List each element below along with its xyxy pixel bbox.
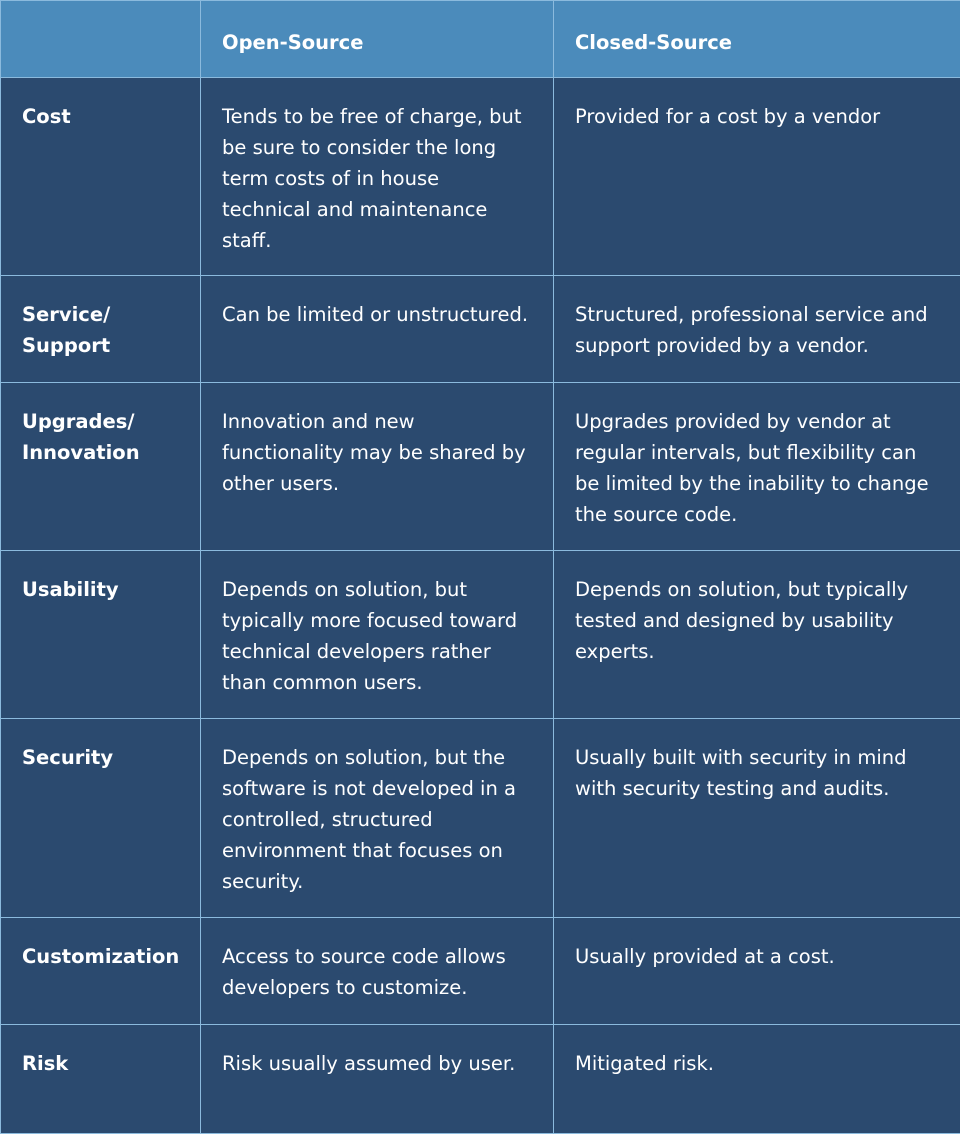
cell-closed-source-service-support: Structured, professional service and support provided by a vendor. <box>554 276 960 383</box>
table-row-usability <box>1 551 960 719</box>
cell-closed-source-customization: Usually provided at a cost. <box>554 918 960 1025</box>
table-row-customization <box>1 918 960 1025</box>
row-label-customization: Customization <box>1 918 201 1025</box>
cell-open-source-upgrades-innovation: Innovation and new functionality may be shared by other users. <box>201 383 554 551</box>
row-label-upgrades-innovation: Upgrades/ Innovation <box>1 383 201 551</box>
row-label-service-support: Service/ Support <box>1 276 201 383</box>
header-corner-cell <box>1 1 201 78</box>
table-row-security <box>1 719 960 918</box>
cell-closed-source-security: Usually built with security in mind with security testing and audits. <box>554 719 960 918</box>
table-row-upgrades-innovation <box>1 383 960 551</box>
row-label-risk: Risk <box>1 1025 201 1134</box>
row-label-usability: Usability <box>1 551 201 719</box>
cell-closed-source-usability: Depends on solution, but typically tested and designed by usability experts. <box>554 551 960 719</box>
cell-open-source-risk: Risk usually assumed by user. <box>201 1025 554 1134</box>
header-closed-source: Closed-Source <box>554 1 960 78</box>
table-row-service-support <box>1 276 960 383</box>
cell-open-source-cost: Tends to be free of charge, but be sure to consider the long term costs of in house technical and maintenance staff. <box>201 78 554 276</box>
header-row <box>1 1 960 78</box>
cell-open-source-service-support: Can be limited or unstructured. <box>201 276 554 383</box>
cell-open-source-usability: Depends on solution, but typically more focused toward technical developers rather than common users. <box>201 551 554 719</box>
header-open-source: Open-Source <box>201 1 554 78</box>
cell-closed-source-risk: Mitigated risk. <box>554 1025 960 1134</box>
cell-closed-source-cost: Provided for a cost by a vendor <box>554 78 960 276</box>
table-row-cost <box>1 78 960 276</box>
cell-open-source-security: Depends on solution, but the software is not developed in a controlled, structured environment that focuses on security. <box>201 719 554 918</box>
cell-open-source-customization: Access to source code allows developers to customize. <box>201 918 554 1025</box>
row-label-cost: Cost <box>1 78 201 276</box>
cell-closed-source-upgrades-innovation: Upgrades provided by vendor at regular intervals, but flexibility can be limited by the inability to change the source code. <box>554 383 960 551</box>
table-row-risk <box>1 1025 960 1134</box>
row-label-security: Security <box>1 719 201 918</box>
